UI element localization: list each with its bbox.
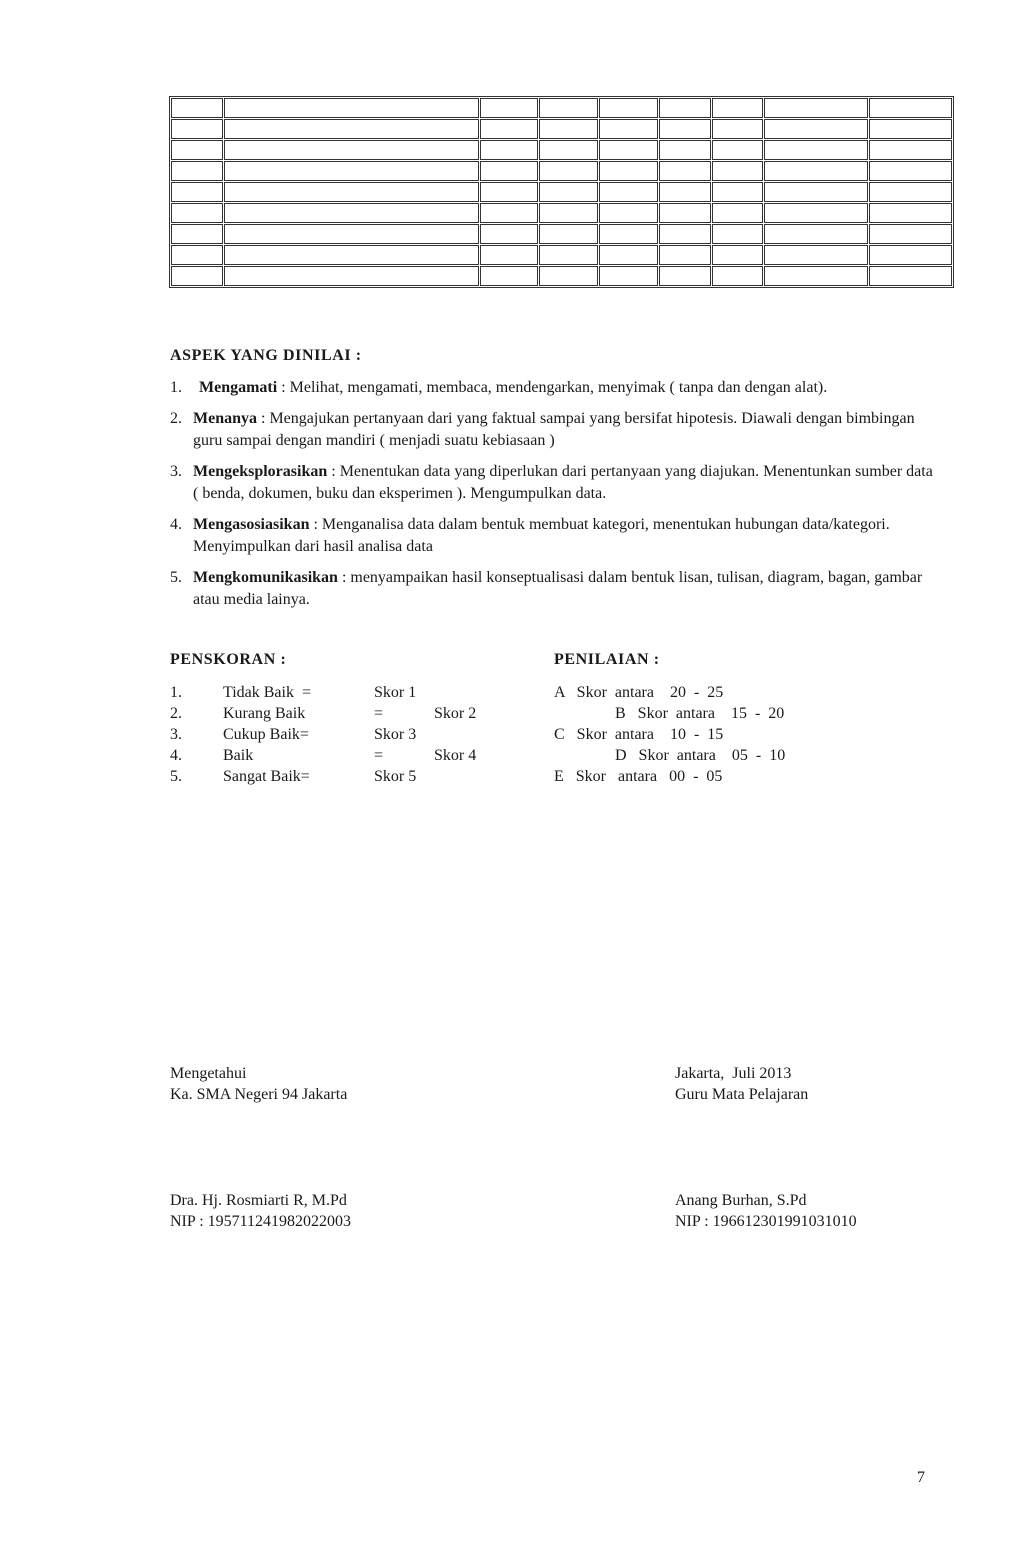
table-cell <box>764 266 867 286</box>
table-cell <box>599 161 658 181</box>
table-cell <box>712 98 763 118</box>
table-row <box>171 119 952 139</box>
table-cell <box>659 119 711 139</box>
table-cell <box>539 266 598 286</box>
aspek-desc: : Menentukan data yang diperlukan dari pertanyaan yang diajukan. Menentunkan sumber data ( benda, dokumen, buku dan eksperimen ). Mengumpulkan data. <box>193 463 933 502</box>
table-cell <box>599 224 658 244</box>
right-signatory-name: Anang Burhan, S.Pd <box>675 1192 807 1209</box>
table-cell <box>764 140 867 160</box>
table-cell <box>599 203 658 223</box>
aspek-num: 2. <box>170 410 182 427</box>
table-cell <box>480 203 538 223</box>
penskoran-num: 3. <box>170 726 182 743</box>
table-cell <box>480 266 538 286</box>
assessment-table <box>169 96 954 288</box>
table-cell <box>224 119 479 139</box>
table-cell <box>599 245 658 265</box>
table-cell <box>764 182 867 202</box>
table-cell <box>764 119 867 139</box>
penilaian-item: B Skor antara 15 - 20 <box>615 705 785 722</box>
table-cell <box>712 119 763 139</box>
penskoran-label: Sangat Baik= <box>223 768 310 785</box>
penskoran-skor: Skor 3 <box>374 726 417 743</box>
table-cell <box>539 203 598 223</box>
aspek-term: Menanya <box>193 410 257 427</box>
table-cell <box>869 140 952 160</box>
table-row <box>171 245 952 265</box>
table-cell <box>171 161 223 181</box>
aspek-num: 5. <box>170 569 182 586</box>
aspek-item <box>170 461 940 505</box>
table-cell <box>224 182 479 202</box>
aspek-num: 4. <box>170 516 182 533</box>
aspek-item <box>170 377 940 399</box>
table-cell <box>869 245 952 265</box>
right-sign-line2: Guru Mata Pelajaran <box>675 1086 809 1103</box>
table-cell <box>712 161 763 181</box>
aspek-desc: : Mengajukan pertanyaan dari yang faktual sampai yang bersifat hipotesis. Diawali dengan bimbingan guru sampai dengan mandiri ( menjadi suatu kebiasaan ) <box>193 410 915 449</box>
table-cell <box>764 98 867 118</box>
left-signatory-name: Dra. Hj. Rosmiarti R, M.Pd <box>170 1192 347 1209</box>
penskoran-label: Baik <box>223 747 254 764</box>
aspek-item <box>170 408 940 452</box>
penilaian-item: A Skor antara 20 - 25 <box>554 684 724 701</box>
table-cell <box>480 245 538 265</box>
aspek-item <box>170 567 940 611</box>
table-cell <box>480 140 538 160</box>
table-cell <box>712 266 763 286</box>
table-cell <box>764 245 867 265</box>
table-row <box>171 224 952 244</box>
penilaian-item: C Skor antara 10 - 15 <box>554 726 724 743</box>
table-cell <box>171 203 223 223</box>
table-cell <box>224 245 479 265</box>
penskoran-label: Cukup Baik= <box>223 726 309 743</box>
aspek-num: 3. <box>170 463 182 480</box>
table-cell <box>869 98 952 118</box>
right-sign-line1: Jakarta, Juli 2013 <box>675 1065 792 1082</box>
table-cell <box>659 266 711 286</box>
table-cell <box>659 182 711 202</box>
table-cell <box>171 245 223 265</box>
penskoran-num: 2. <box>170 705 182 722</box>
table-cell <box>712 245 763 265</box>
penskoran-skor: Skor 5 <box>374 768 417 785</box>
table-cell <box>171 224 223 244</box>
table-cell <box>869 161 952 181</box>
table-cell <box>659 224 711 244</box>
table-cell <box>539 224 598 244</box>
table-cell <box>480 224 538 244</box>
left-sign-line1: Mengetahui <box>170 1065 247 1082</box>
table-cell <box>869 119 952 139</box>
penskoran-num: 5. <box>170 768 182 785</box>
aspek-num: 1. <box>170 379 182 396</box>
table-cell <box>599 266 658 286</box>
table-row <box>171 266 952 286</box>
left-sign-line2: Ka. SMA Negeri 94 Jakarta <box>170 1086 348 1103</box>
table-cell <box>539 119 598 139</box>
table-cell <box>599 119 658 139</box>
aspek-term: Mengamati <box>199 379 278 396</box>
table-cell <box>480 98 538 118</box>
table-cell <box>869 203 952 223</box>
table-cell <box>539 182 598 202</box>
right-signatory-nip: NIP : 196612301991031010 <box>675 1213 857 1230</box>
penilaian-heading: PENILAIAN : <box>554 651 660 668</box>
table-cell <box>764 203 867 223</box>
table-cell <box>659 161 711 181</box>
table-cell <box>599 140 658 160</box>
table-cell <box>224 266 479 286</box>
table-cell <box>539 161 598 181</box>
aspek-heading: ASPEK YANG DINILAI : <box>170 347 362 364</box>
aspek-desc: : Melihat, mengamati, membaca, mendengarkan, menyimak ( tanpa dan dengan alat). <box>277 379 828 396</box>
penskoran-num: 4. <box>170 747 182 764</box>
left-signatory-nip: NIP : 195711241982022003 <box>170 1213 352 1230</box>
table-cell <box>599 182 658 202</box>
table-cell <box>712 182 763 202</box>
penskoran-num: 1. <box>170 684 182 701</box>
table-cell <box>712 224 763 244</box>
penskoran-label: Kurang Baik <box>223 705 306 722</box>
table-cell <box>224 98 479 118</box>
penskoran-eq: = <box>374 705 384 722</box>
table-cell <box>171 140 223 160</box>
aspek-term: Mengeksplorasikan <box>193 463 328 480</box>
table-cell <box>480 161 538 181</box>
aspek-desc: : Menganalisa data dalam bentuk membuat kategori, menentukan hubungan data/kategori. Menyimpulkan dari hasil analisa data <box>193 516 890 555</box>
table-cell <box>659 98 711 118</box>
table-cell <box>224 140 479 160</box>
aspek-list <box>170 377 940 620</box>
table-cell <box>712 140 763 160</box>
aspek-term: Mengasosiasikan <box>193 516 310 533</box>
aspek-term: Mengkomunikasikan <box>193 569 338 586</box>
penilaian-item: E Skor antara 00 - 05 <box>554 768 723 785</box>
table-cell <box>764 224 867 244</box>
table-row <box>171 203 952 223</box>
table-cell <box>171 266 223 286</box>
table-cell <box>659 140 711 160</box>
table-cell <box>539 98 598 118</box>
aspek-desc: : menyampaikan hasil konseptualisasi dalam bentuk lisan, tulisan, diagram, bagan, gambar atau media lainya. <box>193 569 923 608</box>
penskoran-heading: PENSKORAN : <box>170 651 287 668</box>
table-cell <box>480 182 538 202</box>
table-cell <box>869 266 952 286</box>
table-cell <box>224 224 479 244</box>
table-cell <box>869 224 952 244</box>
penilaian-item: D Skor antara 05 - 10 <box>615 747 786 764</box>
penskoran-skor: Skor 2 <box>434 705 477 722</box>
page-number: 7 <box>917 1469 925 1486</box>
table-cell <box>599 98 658 118</box>
penskoran-eq: = <box>374 747 384 764</box>
table-row <box>171 161 952 181</box>
table-cell <box>224 203 479 223</box>
table-cell <box>480 119 538 139</box>
table-cell <box>224 161 479 181</box>
penskoran-label: Tidak Baik = <box>223 684 311 701</box>
table-cell <box>539 245 598 265</box>
table-cell <box>712 203 763 223</box>
table-row <box>171 182 952 202</box>
table-cell <box>171 119 223 139</box>
table-row <box>171 98 952 118</box>
table-row <box>171 140 952 160</box>
table-cell <box>539 140 598 160</box>
aspek-item <box>170 514 940 558</box>
penskoran-skor: Skor 4 <box>434 747 477 764</box>
table-cell <box>171 98 223 118</box>
table-cell <box>659 245 711 265</box>
table-cell <box>869 182 952 202</box>
table-cell <box>659 203 711 223</box>
penskoran-skor: Skor 1 <box>374 684 417 701</box>
table-cell <box>171 182 223 202</box>
table-cell <box>764 161 867 181</box>
